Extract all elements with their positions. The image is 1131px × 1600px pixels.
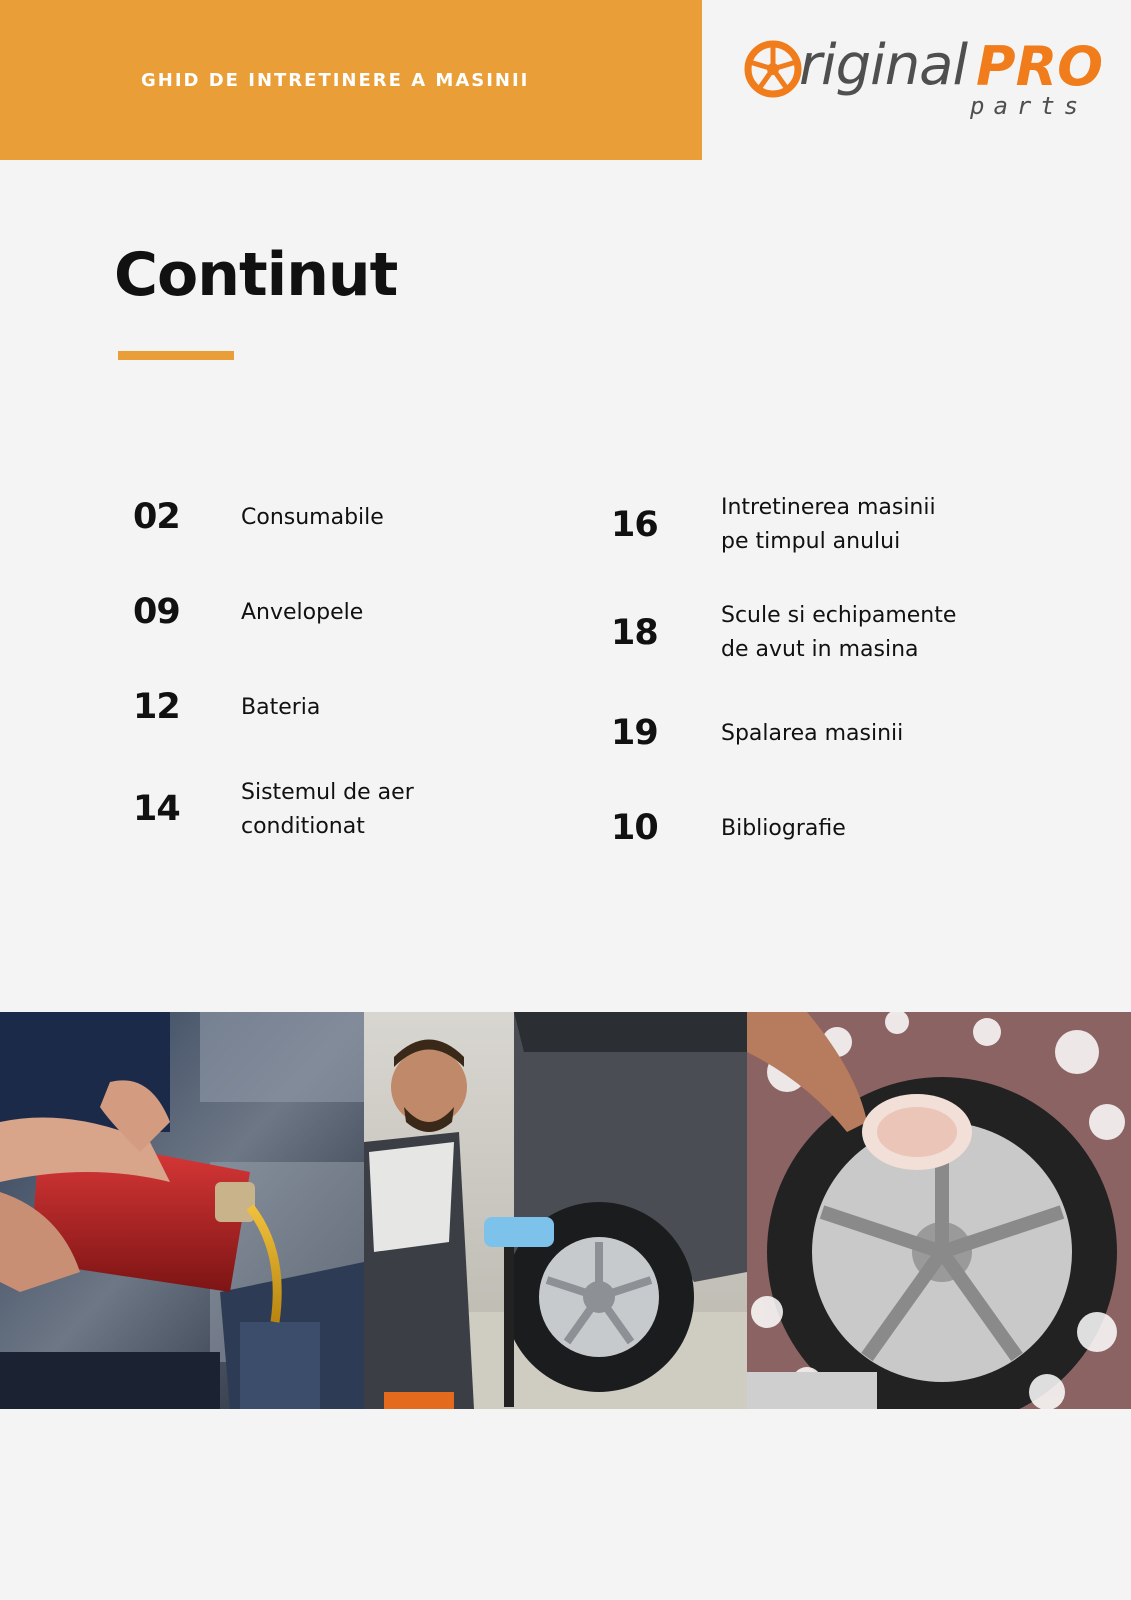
toc-page-number: 14 xyxy=(133,789,180,829)
wheel-icon xyxy=(744,40,802,98)
photo-strip xyxy=(0,1012,1131,1409)
tire-change-photo xyxy=(364,1012,747,1409)
toc-label: Spalarea masinii xyxy=(721,721,904,746)
toc-page-number: 02 xyxy=(133,497,180,537)
page-title: Continut xyxy=(114,240,398,310)
toc-label: Scule si echipamente xyxy=(721,603,957,628)
logo-parts: parts xyxy=(970,92,1088,120)
logo-wordmark: riginal xyxy=(799,33,968,98)
toc-label: Consumabile xyxy=(241,505,384,530)
logo-pro: PRO xyxy=(976,35,1104,98)
toc-label: Intretinerea masinii xyxy=(721,495,936,520)
brand-logo[interactable] xyxy=(744,33,1104,126)
toc-label-line2: de avut in masina xyxy=(721,637,919,662)
toc-page-number: 10 xyxy=(611,808,658,848)
toc-label: Bateria xyxy=(241,695,321,720)
toc-label: Bibliografie xyxy=(721,816,846,841)
toc-label-line2: conditionat xyxy=(241,814,365,839)
toc-page-number: 12 xyxy=(133,687,180,727)
toc-label-line2: pe timpul anului xyxy=(721,529,901,554)
toc-label: Sistemul de aer xyxy=(241,780,414,805)
toc-label: Anvelopele xyxy=(241,600,364,625)
header-band xyxy=(0,0,702,160)
title-underline xyxy=(118,351,234,360)
toc-page-number: 19 xyxy=(611,713,658,753)
toc-page-number: 16 xyxy=(611,505,658,545)
toc-page-number: 18 xyxy=(611,613,658,653)
toc-page-number: 09 xyxy=(133,592,180,632)
header-title: GHID DE INTRETINERE A MASINII xyxy=(141,70,530,91)
wheel-wash-photo xyxy=(747,1012,1131,1409)
oil-pour-photo xyxy=(0,1012,364,1409)
